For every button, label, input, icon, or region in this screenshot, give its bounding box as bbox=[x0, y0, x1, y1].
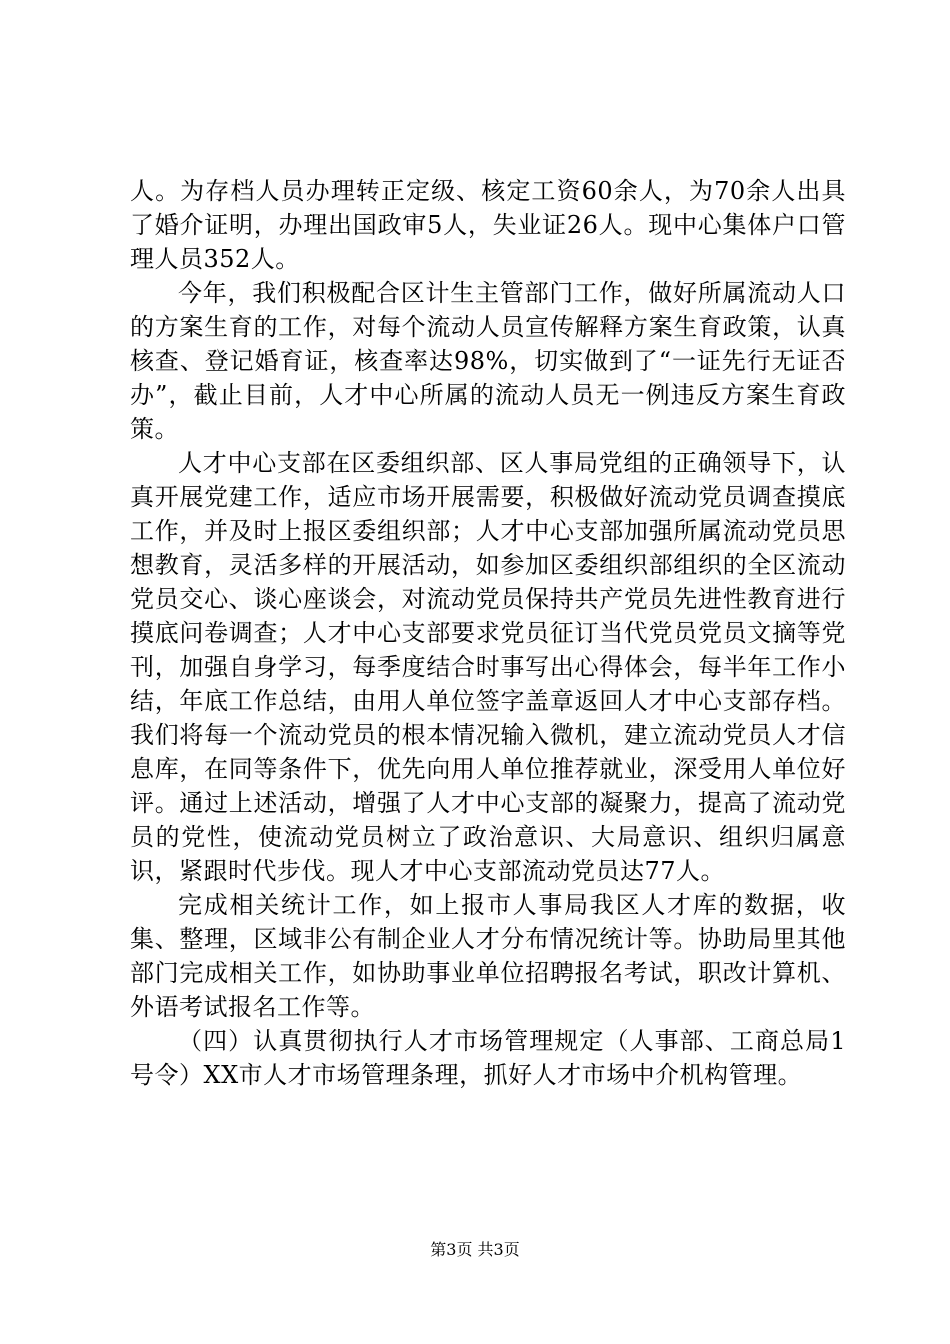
paragraph-continuation: 人。为存档人员办理转正定级、核定工资60余人，为70余人出具了婚介证明，办理出国政审5人，失业证26人。现中心集体户口管理人员352人。 bbox=[130, 177, 846, 273]
paragraph-market-management: （四）认真贯彻执行人才市场管理规定（人事部、工商总局1号令）XX市人才市场管理条理，抓好人才市场中介机构管理。 bbox=[130, 1027, 846, 1089]
paragraph-party-branch: 人才中心支部在区委组织部、区人事局党组的正确领导下，认真开展党建工作，适应市场开展需要，积极做好流动党员调查摸底工作，并及时上报区委组织部；人才中心支部加强所属流动党员思想教育，灵活多样的开展活动，如参加区委组织部组织的全区流动党员交心、谈心座谈会，对流动党员保持共产党员先进性教育进行摸底问卷调查；人才中心支部要求党员征订当代党员党员文摘等党刊，加强自身学习，每季度结合时事写出心得体会，每半年工作小结，年底工作总结，由用人单位签字盖章返回人才中心支部存档。我们将每一个流动党员的根本情况输入微机，建立流动党员人才信息库，在同等条件下，优先向用人单位推荐就业，深受用人单位好评。通过上述活动，增强了人才中心支部的凝聚力，提高了流动党员的党性，使流动党员树立了政治意识、大局意识、组织归属意识，紧跟时代步伐。现人才中心支部流动党员达77人。 bbox=[130, 449, 846, 885]
paragraph-statistics: 完成相关统计工作，如上报市人事局我区人才库的数据，收集、整理，区域非公有制企业人才分布情况统计等。协助局里其他部门完成相关工作，如协助事业单位招聘报名考试，职改计算机、外语考试报名工作等。 bbox=[130, 891, 846, 1021]
paragraph-family-planning: 今年，我们积极配合区计生主管部门工作，做好所属流动人口的方案生育的工作，对每个流动人员宣传解释方案生育政策，认真核查、登记婚育证，核查率达98%，切实做到了“一证先行无证否办”，截止目前，人才中心所属的流动人员无一例违反方案生育政策。 bbox=[130, 279, 846, 443]
page-footer: 第3页 共3页 bbox=[430, 1240, 520, 1259]
document-body bbox=[130, 174, 846, 1092]
